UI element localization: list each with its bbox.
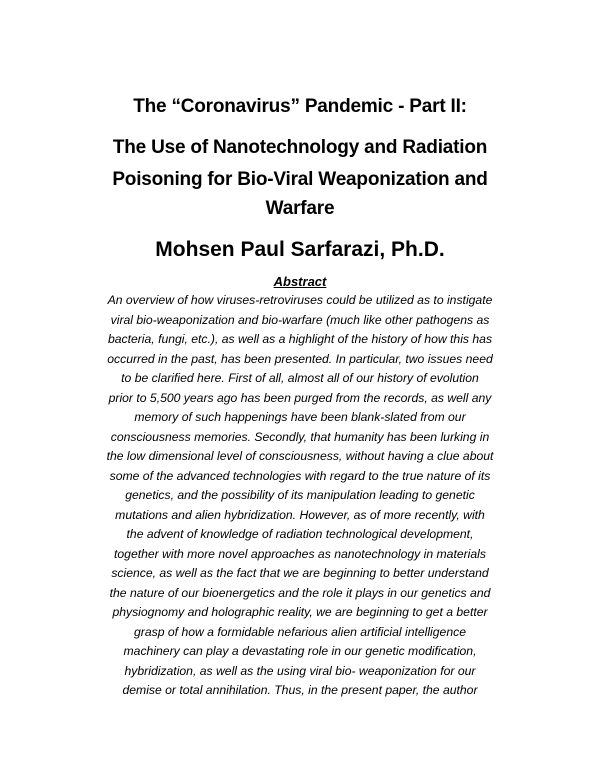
abstract-line: grasp of how a formidable nefarious alien artificial intelligence	[134, 624, 466, 639]
title-line-2: The Use of Nanotechnology and Radiation	[112, 137, 488, 158]
abstract-line: some of the advanced technologies with regard to the true nature of its	[109, 468, 491, 483]
abstract-line: bacteria, fungi, etc.), as well as a highlight of the history of how this has	[107, 332, 493, 346]
abstract-line: consciousness memories. Secondly, that humanity has been lurking in	[110, 429, 490, 444]
abstract-heading: Abstract	[273, 274, 327, 289]
abstract-body	[30, 291, 570, 701]
title-line-1: The “Coronavirus” Pandemic - Part II:	[133, 96, 467, 117]
abstract-line: the nature of our bioenergetics and the role it plays in our genetics and	[109, 585, 491, 600]
abstract-line: together with more novel approaches as nanotechnology in materials	[114, 546, 486, 561]
abstract-line: science, as well as the fact that we are beginning to better understand	[111, 566, 489, 580]
abstract-line: the advent of knowledge of radiation technological development,	[126, 527, 474, 541]
author-name: Mohsen Paul Sarfarazi, Ph.D.	[155, 238, 445, 261]
abstract-line: An overview of how viruses-retroviruses could be utilized as to instigate	[107, 293, 493, 307]
abstract-line: physiognomy and holographic reality, we are beginning to get a better	[112, 605, 488, 619]
abstract-line: hybridization, as well as the using viral bio- weaponization for our	[124, 663, 476, 678]
abstract-line: machinery can play a devastating role in our genetic modification,	[123, 644, 477, 658]
title-line-4: Warfare	[265, 198, 335, 219]
abstract-line: mutations and alien hybridization. However, as of more recently, with	[115, 507, 485, 522]
abstract-line: viral bio-weaponization and bio-warfare (much like other pathogens as	[110, 312, 490, 327]
abstract-line: memory of such happenings have been blank-slated from our	[134, 410, 466, 424]
abstract-line: occurred in the past, has been presented. In particular, two issues need	[107, 351, 493, 366]
abstract-line: demise or total annihilation. Thus, in the present paper, the author	[122, 683, 478, 697]
title-line-3: Poisoning for Bio-Viral Weaponization and	[112, 169, 488, 190]
abstract-line: prior to 5,500 years ago has been purged from the records, as well any	[108, 390, 492, 405]
abstract-line: genetics, and the possibility of its manipulation leading to genetic	[125, 488, 475, 502]
abstract-line: the low dimensional level of consciousness, without having a clue about	[106, 449, 494, 463]
abstract-line: to be clarified here. First of all, almost all of our history of evolution	[121, 371, 479, 385]
